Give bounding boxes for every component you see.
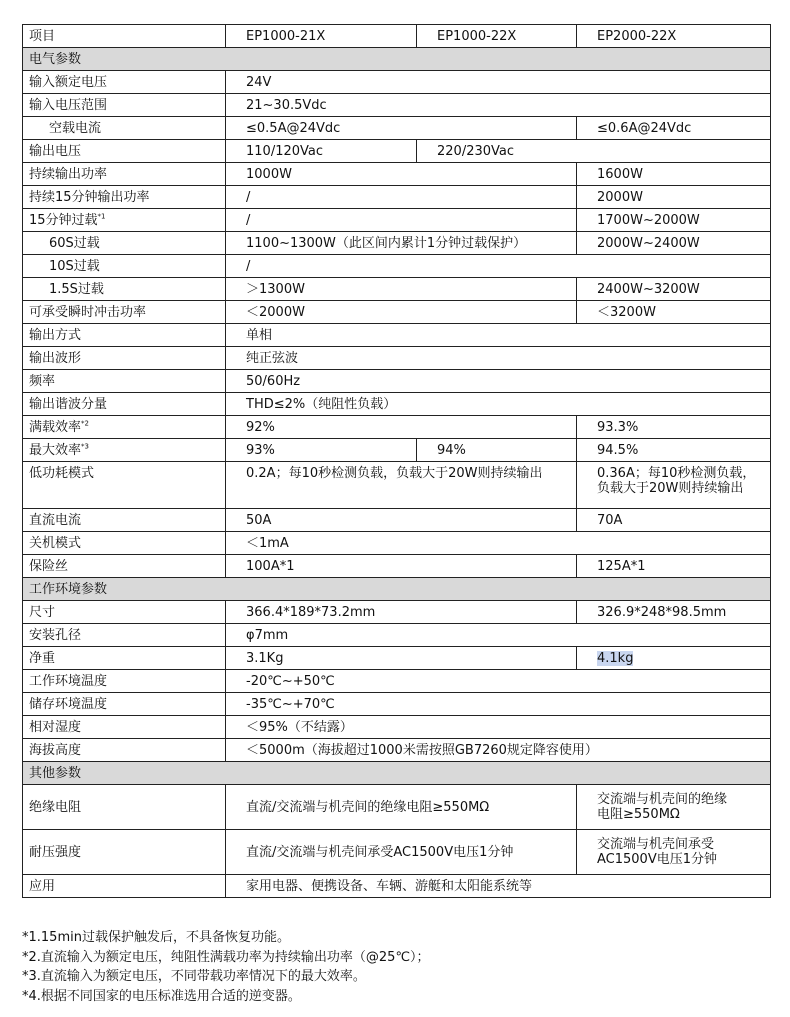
row-label: 输出波形 <box>23 347 226 370</box>
section-row <box>23 48 771 71</box>
table-row <box>23 117 771 140</box>
table-row <box>23 601 771 624</box>
row-value: -20℃~+50℃ <box>226 670 771 693</box>
row-label <box>23 209 226 232</box>
row-label: 安装孔径 <box>23 624 226 647</box>
row-value: 1600W <box>577 163 771 186</box>
row-label: 输入电压范围 <box>23 94 226 117</box>
row-value: 1100~1300W（此区间内累计1分钟过载保护） <box>226 232 577 255</box>
row-value: / <box>226 186 577 209</box>
table-row <box>23 393 771 416</box>
header-model-2: EP1000-22X <box>417 25 577 48</box>
row-label: 海拔高度 <box>23 739 226 762</box>
table-row <box>23 140 771 163</box>
row-value: 2400W~3200W <box>577 278 771 301</box>
row-label: 直流电流 <box>23 509 226 532</box>
table-row <box>23 370 771 393</box>
table-row <box>23 255 771 278</box>
value-line: 电阻≥550MΩ <box>597 807 680 822</box>
row-value: 24V <box>226 71 771 94</box>
value-line: 负载大于20W则持续输出 <box>597 481 744 496</box>
table-row <box>23 71 771 94</box>
footnotes <box>22 928 430 1006</box>
label-text: 最大效率 <box>29 442 82 458</box>
table-row <box>23 739 771 762</box>
table-row <box>23 509 771 532</box>
row-value: 50/60Hz <box>226 370 771 393</box>
row-label: 持续输出功率 <box>23 163 226 186</box>
row-value: φ7mm <box>226 624 771 647</box>
row-label <box>23 439 226 462</box>
footnote: *3.直流输入为额定电压，不同带载功率情况下的最大效率。 <box>22 969 366 984</box>
header-row <box>23 25 771 48</box>
spec-table <box>22 24 771 898</box>
row-value: 纯正弦波 <box>226 347 771 370</box>
highlighted-value: 4.1kg <box>597 650 634 666</box>
row-value: 110/120Vac <box>226 140 417 163</box>
table-row <box>23 232 771 255</box>
header-model-1: EP1000-21X <box>226 25 417 48</box>
row-label <box>23 416 226 439</box>
footnote-mark: *3 <box>81 442 89 451</box>
header-item: 项目 <box>23 25 226 48</box>
row-value: -35℃~+70℃ <box>226 693 771 716</box>
table-row <box>23 647 771 670</box>
row-value: ＜5000m（海拔超过1000米需按照GB7260规定降容使用） <box>226 739 771 762</box>
row-label: 工作环境温度 <box>23 670 226 693</box>
section-other: 其他参数 <box>23 762 771 785</box>
table-row <box>23 186 771 209</box>
row-value: 326.9*248*98.5mm <box>577 601 771 624</box>
table-row <box>23 716 771 739</box>
row-value: 0.2A；每10秒检测负载，负载大于20W则持续输出 <box>226 462 577 509</box>
row-value: 直流/交流端与机壳间的绝缘电阻≥550MΩ <box>226 785 577 830</box>
row-value <box>577 785 771 830</box>
row-value <box>577 462 771 509</box>
row-value: 50A <box>226 509 577 532</box>
row-label: 输出电压 <box>23 140 226 163</box>
table-row <box>23 301 771 324</box>
table-row <box>23 532 771 555</box>
table-row <box>23 555 771 578</box>
row-value: 94.5% <box>577 439 771 462</box>
table-row <box>23 624 771 647</box>
row-label: 空载电流 <box>23 117 226 140</box>
row-value: 21~30.5Vdc <box>226 94 771 117</box>
row-label: 1.5S过载 <box>23 278 226 301</box>
row-label: 输出谐波分量 <box>23 393 226 416</box>
table-row <box>23 439 771 462</box>
row-label: 输出方式 <box>23 324 226 347</box>
table-row <box>23 785 771 830</box>
row-label: 10S过载 <box>23 255 226 278</box>
value-line: AC1500V电压1分钟 <box>597 852 717 867</box>
table-row <box>23 347 771 370</box>
row-value: / <box>226 209 577 232</box>
row-value: 125A*1 <box>577 555 771 578</box>
table-row <box>23 94 771 117</box>
row-label: 关机模式 <box>23 532 226 555</box>
section-environment: 工作环境参数 <box>23 578 771 601</box>
row-value: ≤0.5A@24Vdc <box>226 117 577 140</box>
row-label: 净重 <box>23 647 226 670</box>
footnote-mark: *2 <box>81 419 89 428</box>
row-label: 频率 <box>23 370 226 393</box>
footnote: *4.根据不同国家的电压标准选用合适的逆变器。 <box>22 988 301 1004</box>
table-row <box>23 324 771 347</box>
row-value: 366.4*189*73.2mm <box>226 601 577 624</box>
table-row <box>23 830 771 875</box>
row-label: 相对湿度 <box>23 716 226 739</box>
row-value: ≤0.6A@24Vdc <box>577 117 771 140</box>
section-row <box>23 578 771 601</box>
table-row <box>23 462 771 509</box>
label-text: 满载效率 <box>29 419 82 435</box>
section-row <box>23 762 771 785</box>
value-line: 交流端与机壳间承受 <box>597 837 715 852</box>
row-value: ＜95%（不结露） <box>226 716 771 739</box>
table-row <box>23 875 771 898</box>
header-model-3: EP2000-22X <box>577 25 771 48</box>
row-value: ＜3200W <box>577 301 771 324</box>
table-row <box>23 209 771 232</box>
row-label: 应用 <box>23 875 226 898</box>
row-label: 60S过载 <box>23 232 226 255</box>
row-label: 尺寸 <box>23 601 226 624</box>
row-value: 220/230Vac <box>417 140 771 163</box>
row-value <box>577 830 771 875</box>
table-row <box>23 416 771 439</box>
table-row <box>23 670 771 693</box>
row-value <box>577 647 771 670</box>
row-value: 100A*1 <box>226 555 577 578</box>
value-line: 交流端与机壳间的绝缘 <box>597 792 728 807</box>
row-value: 70A <box>577 509 771 532</box>
row-label: 持续15分钟输出功率 <box>23 186 226 209</box>
row-value: ＜1mA <box>226 532 771 555</box>
row-label: 可承受瞬时冲击功率 <box>23 301 226 324</box>
row-value: 92% <box>226 416 577 439</box>
row-value: 直流/交流端与机壳间承受AC1500V电压1分钟 <box>226 830 577 875</box>
section-electrical: 电气参数 <box>23 48 771 71</box>
row-value: 93% <box>226 439 417 462</box>
row-value: 1700W~2000W <box>577 209 771 232</box>
row-label: 保险丝 <box>23 555 226 578</box>
row-value: 2000W~2400W <box>577 232 771 255</box>
row-value: 家用电器、便携设备、车辆、游艇和太阳能系统等 <box>226 875 771 898</box>
row-value: 94% <box>417 439 577 462</box>
row-label: 绝缘电阻 <box>23 785 226 830</box>
row-value: 3.1Kg <box>226 647 577 670</box>
row-label: 储存环境温度 <box>23 693 226 716</box>
row-value: THD≤2%（纯阻性负载） <box>226 393 771 416</box>
footnote: *2.直流输入为额定电压，纯阻性满载功率为持续输出功率（@25℃）； <box>22 949 430 965</box>
row-value: ＜2000W <box>226 301 577 324</box>
row-label: 输入额定电压 <box>23 71 226 94</box>
row-value: 2000W <box>577 186 771 209</box>
table-row <box>23 693 771 716</box>
row-label: 低功耗模式 <box>23 462 226 509</box>
table-row <box>23 163 771 186</box>
row-value: 单相 <box>226 324 771 347</box>
value-line: 0.36A；每10秒检测负载， <box>597 466 756 481</box>
label-text: 15分钟过载 <box>29 212 98 228</box>
row-value: 93.3% <box>577 416 771 439</box>
table-row <box>23 278 771 301</box>
row-label: 耐压强度 <box>23 830 226 875</box>
footnote: *1.15min过载保护触发后，不具备恢复功能。 <box>22 930 290 945</box>
row-value: ＞1300W <box>226 278 577 301</box>
row-value: 1000W <box>226 163 577 186</box>
row-value: / <box>226 255 771 278</box>
footnote-mark: *1 <box>97 212 106 221</box>
